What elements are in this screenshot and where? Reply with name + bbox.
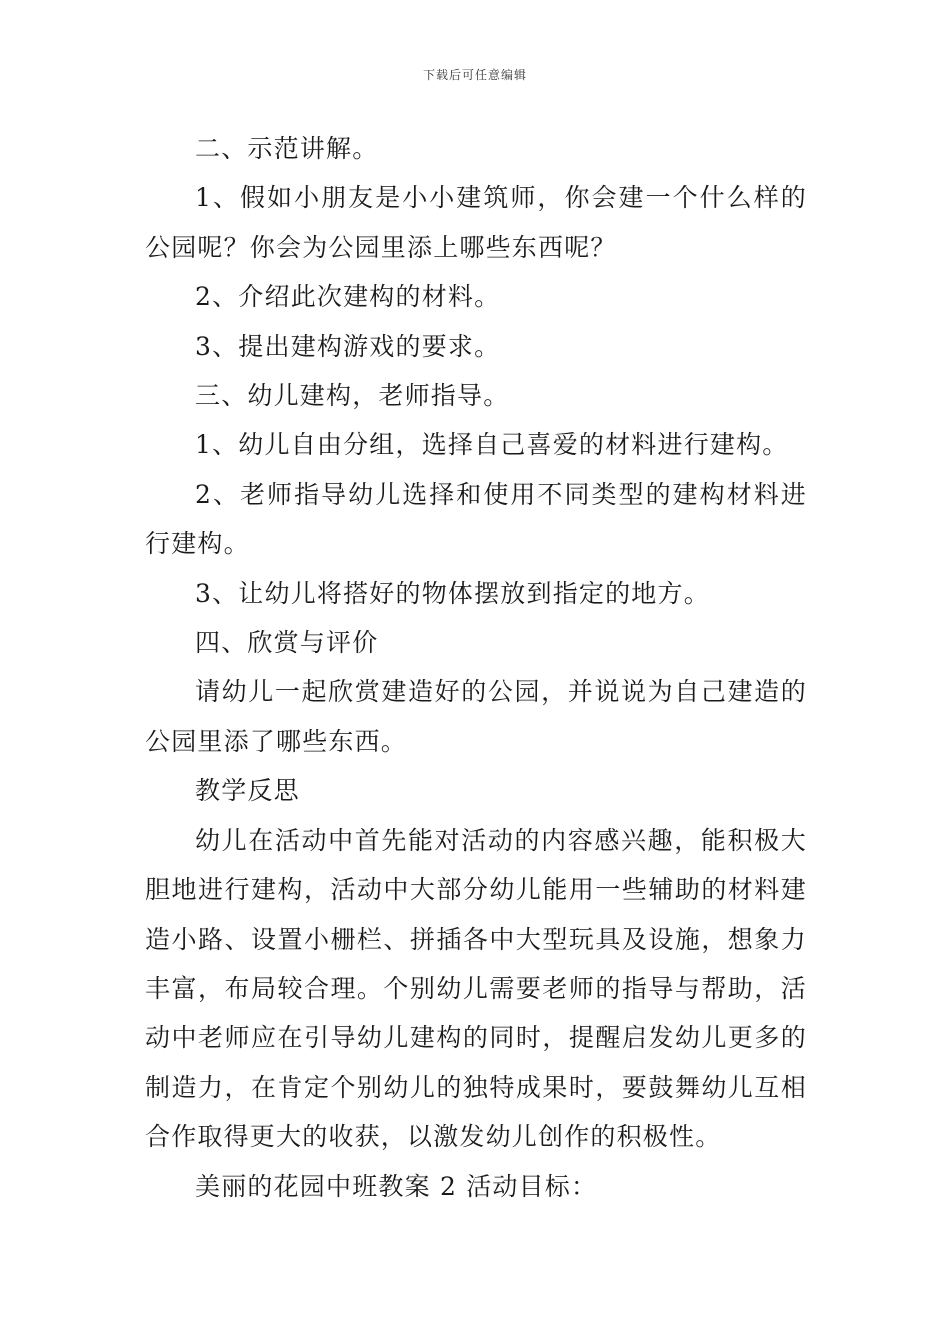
paragraph-next-lesson-title: 美丽的花园中班教案 2 活动目标：	[195, 1171, 598, 1201]
paragraph-teacher-guidance: 2、老师指导幼儿选择和使用不同类型的建构材料进行建构。	[145, 479, 807, 559]
section-heading-children-build: 三、幼儿建构，老师指导。	[195, 381, 510, 411]
document-body	[145, 124, 807, 1211]
paragraph-free-grouping: 1、幼儿自由分组，选择自己喜爱的材料进行建构。	[195, 430, 789, 460]
paragraph-place-objects: 3、让幼儿将搭好的物体摆放到指定的地方。	[195, 578, 710, 608]
section-heading-reflection: 教学反思	[195, 776, 300, 806]
paragraph-reflection-body: 幼儿在活动中首先能对活动的内容感兴趣，能积极大胆地进行建构，活动中大部分幼儿能用一些辅助的材料建造小路、设置小栅栏、拼插各中大型玩具及设施，想象力丰富，布局较合理。个别幼儿需要老师的指导与帮助，活动中老师应在引导幼儿建构的同时，提醒启发幼儿更多的制造力，在肯定个别幼儿的独特成果时，要鼓舞幼儿互相合作取得更大的收获，以激发幼儿创作的积极性。	[145, 825, 807, 1152]
paragraph-game-requirements: 3、提出建构游戏的要求。	[195, 331, 501, 361]
paragraph-architect-question: 1、假如小朋友是小小建筑师，你会建一个什么样的公园呢？你会为公园里添上哪些东西呢？	[145, 183, 807, 262]
paragraph-appreciate-park: 请幼儿一起欣赏建造好的公园，并说说为自己建造的公园里添了哪些东西。	[145, 677, 807, 756]
page-header: 下载后可任意编辑	[422, 68, 527, 82]
section-heading-demonstration: 二、示范讲解。	[195, 134, 379, 163]
paragraph-introduce-materials: 2、介绍此次建构的材料。	[195, 282, 501, 312]
section-heading-appreciation: 四、欣赏与评价	[195, 628, 379, 658]
